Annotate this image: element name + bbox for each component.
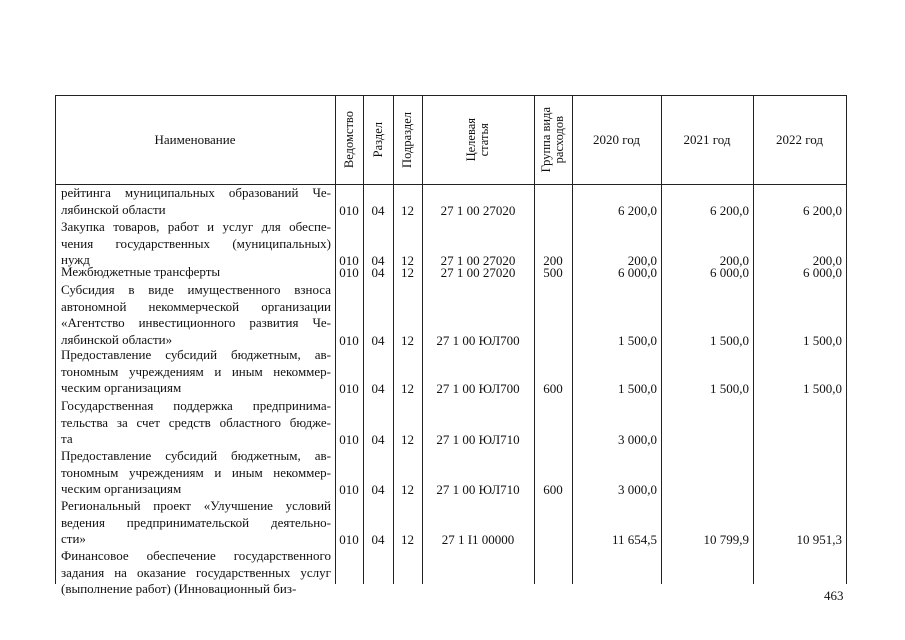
row-target-article: 27 1 00 ЮЛ700	[436, 381, 520, 397]
row-section: 04	[371, 253, 385, 269]
row-name-line: тономным учреждениям и иным некоммер-	[61, 464, 331, 480]
row-value-2021: 200,0	[719, 253, 749, 269]
row-name-line: Предоставление субсидий бюджетным, ав-	[61, 448, 331, 463]
row-subsection: 12	[401, 253, 414, 269]
row-section: 04	[371, 432, 385, 448]
row-name-line: задания на оказание государственных услуг	[61, 564, 331, 580]
row-target-article: 27 1 00 ЮЛ710	[436, 432, 520, 448]
row-subsection: 12	[401, 532, 414, 548]
row-expense-group: 500	[543, 265, 563, 280]
row-subsection: 12	[401, 381, 414, 397]
row-department: 010	[339, 381, 359, 397]
row-value-2020: 1 500,0	[618, 381, 657, 397]
row-name	[61, 282, 331, 348]
row-target-article: 27 1 00 27020	[440, 253, 516, 269]
row-name-line: нужд	[61, 252, 90, 268]
row-department: 010	[339, 482, 359, 498]
row-section: 04	[371, 202, 385, 218]
row-name	[61, 219, 331, 269]
row-value-2021: 1 500,0	[710, 381, 749, 397]
row-name-line: рейтинга муниципальных образований Че-	[61, 185, 331, 200]
row-name-line: «Агентство инвестиционного развития Че-	[61, 315, 331, 331]
row-value-2020: 3 000,0	[618, 482, 657, 498]
row-target-article: 27 1 I1 00000	[441, 532, 515, 548]
row-name-line: (выполнение работ) (Инновационный биз-	[61, 581, 297, 597]
row-name-line: Межбюджетные трансферты	[61, 264, 221, 279]
row-value-2021: 6 200,0	[710, 202, 749, 218]
row-value-2020: 3 000,0	[618, 432, 657, 448]
row-value-2022: 1 500,0	[803, 332, 842, 348]
page-number: 463	[824, 588, 844, 603]
grid-line	[846, 96, 847, 584]
row-department: 010	[339, 532, 359, 548]
header-name: Наименование	[154, 132, 236, 147]
row-name-line: та	[61, 431, 73, 447]
row-name-line: Субсидия в виде имущественного взноса	[61, 282, 331, 297]
row-subsection: 12	[401, 332, 414, 348]
row-subsection: 12	[401, 432, 414, 448]
row-target-article: 27 1 00 ЮЛ700	[436, 332, 520, 348]
row-name-line: лябинской области»	[61, 331, 173, 347]
row-value-2022: 10 951,3	[796, 532, 842, 548]
row-value-2022: 6 000,0	[803, 265, 842, 280]
header-2020: 2020 год	[593, 132, 640, 147]
header-2022: 2022 год	[776, 132, 823, 147]
row-department: 010	[339, 265, 359, 280]
row-name-line: сти»	[61, 531, 86, 547]
row-name	[61, 548, 331, 598]
row-target-article: 27 1 00 27020	[440, 265, 516, 280]
row-name-line: Финансовое обеспечение государственного	[61, 548, 331, 563]
header-target-article: Целевая статья	[464, 118, 491, 162]
row-name-line: Закупка товаров, работ и услуг для обеспе-	[61, 219, 331, 234]
row-name-line: Предоставление субсидий бюджетным, ав-	[61, 347, 331, 362]
header-subsection: Подраздел	[400, 112, 414, 168]
row-name-line: тономным учреждениям и иным некоммер-	[61, 363, 331, 379]
header-department: Ведомство	[341, 111, 356, 169]
header-section: Раздел	[370, 122, 385, 158]
row-section: 04	[371, 265, 385, 280]
row-name-line: Региональный проект «Улучшение условий	[61, 498, 331, 513]
row-value-2020: 11 654,5	[611, 532, 657, 548]
row-value-2021: 10 799,9	[703, 532, 749, 548]
row-name-line: тельства за счет средств областного бюдже-	[61, 414, 331, 430]
row-value-2020: 6 200,0	[618, 202, 657, 218]
row-name-line: чения государственных (муниципальных)	[61, 235, 331, 251]
header-2021: 2021 год	[683, 132, 731, 147]
row-expense-group: 600	[543, 381, 563, 397]
row-value-2022: 1 500,0	[803, 381, 842, 397]
row-value-2021: 1 500,0	[710, 332, 749, 348]
row-name-line: ческим организациям	[61, 481, 182, 497]
row-name-line: автономной некоммерческой организации	[61, 298, 331, 314]
row-value-2022: 200,0	[812, 253, 842, 269]
row-department: 010	[339, 253, 359, 269]
row-department: 010	[339, 432, 359, 448]
row-name-line: ческим организациям	[61, 380, 182, 396]
row-section: 04	[371, 332, 385, 348]
row-name	[61, 185, 331, 218]
row-expense-group: 600	[543, 482, 563, 498]
row-subsection: 12	[401, 202, 414, 218]
row-target-article: 27 1 00 27020	[440, 202, 516, 218]
row-subsection: 12	[401, 482, 414, 498]
row-name-line: лябинской области	[61, 201, 166, 217]
row-name	[61, 398, 331, 448]
row-name	[61, 448, 331, 498]
row-name	[61, 264, 331, 281]
row-section: 04	[371, 482, 385, 498]
row-department: 010	[339, 202, 359, 218]
row-section: 04	[371, 381, 385, 397]
row-name-line: Государственная поддержка предпринима-	[61, 398, 331, 413]
row-value-2022: 6 200,0	[803, 202, 842, 218]
row-expense-group: 200	[543, 253, 563, 269]
row-name-line: ведения предпринимательской деятельно-	[61, 514, 331, 530]
row-value-2020: 1 500,0	[618, 332, 657, 348]
row-value-2020: 200,0	[627, 253, 657, 269]
row-value-2021: 6 000,0	[710, 265, 749, 280]
header-expense-group: Группа вида расходов	[539, 107, 566, 173]
row-subsection: 12	[401, 265, 414, 280]
row-value-2020: 6 000,0	[618, 265, 657, 280]
row-target-article: 27 1 00 ЮЛ710	[436, 482, 520, 498]
row-name	[61, 347, 331, 397]
row-name	[61, 498, 331, 548]
row-section: 04	[371, 532, 385, 548]
row-department: 010	[339, 332, 359, 348]
